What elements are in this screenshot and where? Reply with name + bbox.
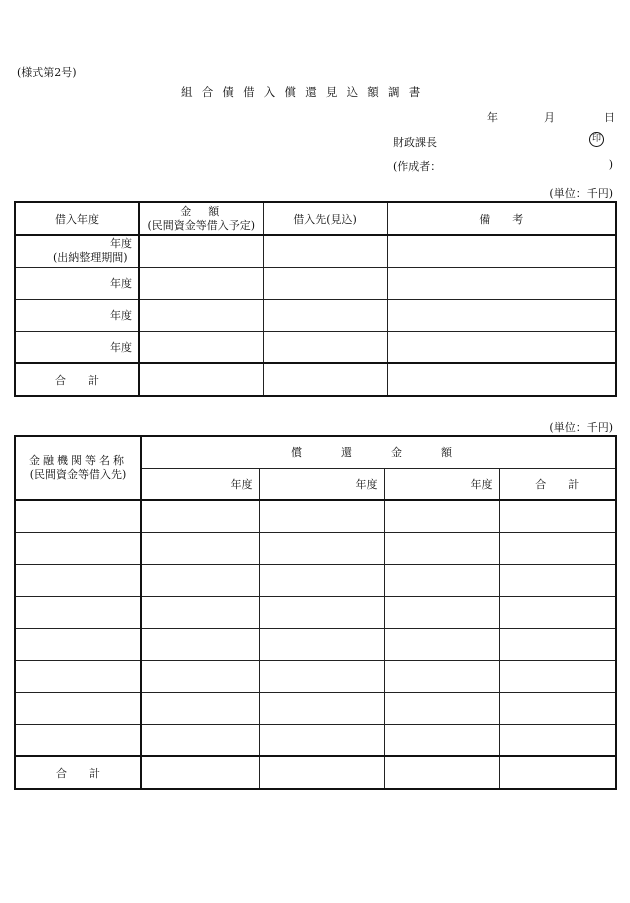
header-institution <box>15 436 141 500</box>
year2-cell[interactable] <box>259 500 384 532</box>
year3-cell[interactable] <box>384 596 499 628</box>
year2-cell[interactable] <box>259 724 384 756</box>
institution-cell[interactable] <box>15 564 141 596</box>
remarks-cell[interactable] <box>387 235 616 267</box>
year1-cell[interactable] <box>141 500 259 532</box>
amount-cell[interactable] <box>139 331 263 363</box>
sum-cell[interactable] <box>499 500 616 532</box>
seal-mark: 印 <box>589 132 604 147</box>
year3-cell[interactable] <box>384 532 499 564</box>
table-row <box>15 331 616 363</box>
creator-field <box>393 158 613 174</box>
header-repayment-label: 償 還 金 額 <box>291 446 466 460</box>
header-amount-sub: (民間資金等借入予定) <box>147 218 256 232</box>
lender-cell[interactable] <box>263 299 387 331</box>
form-number: (様式第2号) <box>17 66 77 79</box>
year-cell: 年度 <box>15 299 139 331</box>
year3-cell[interactable] <box>384 564 499 596</box>
year2-cell[interactable] <box>259 692 384 724</box>
sum-cell[interactable] <box>499 596 616 628</box>
date-day-label: 日 <box>604 111 615 124</box>
total-year3-cell[interactable] <box>384 756 499 789</box>
year1-cell[interactable] <box>141 660 259 692</box>
subheader-year-2: 年度 <box>259 468 384 500</box>
lender-cell[interactable] <box>263 235 387 267</box>
table2-body <box>15 500 616 756</box>
year2-cell[interactable] <box>259 596 384 628</box>
year3-cell[interactable] <box>384 628 499 660</box>
header-lender: 借入先(見込) <box>263 202 387 235</box>
date-year-label: 年 <box>487 111 498 124</box>
amount-cell[interactable] <box>139 235 263 267</box>
total-year2-cell[interactable] <box>259 756 384 789</box>
table2-header-row <box>15 436 616 468</box>
sum-cell[interactable] <box>499 564 616 596</box>
page-title: 組合債借入償還見込額調書 <box>181 85 430 99</box>
total-remarks-cell[interactable] <box>387 363 616 396</box>
header-amount-main: 金 額 <box>180 204 223 218</box>
total-label: 合 計 <box>15 756 141 789</box>
institution-cell[interactable] <box>15 596 141 628</box>
unit-label-2: (単位：千円) <box>549 421 613 434</box>
total-lender-cell[interactable] <box>263 363 387 396</box>
amount-cell[interactable] <box>139 299 263 331</box>
unit-label-1: (単位：千円) <box>549 187 613 200</box>
sum-cell[interactable] <box>499 628 616 660</box>
borrowing-table <box>14 201 617 397</box>
lender-cell[interactable] <box>263 267 387 299</box>
institution-cell[interactable] <box>15 660 141 692</box>
year1-cell[interactable] <box>141 532 259 564</box>
year2-cell[interactable] <box>259 628 384 660</box>
creator-label: (作成者： <box>393 160 442 173</box>
table-row <box>15 596 616 628</box>
year-cell: 年度 <box>15 331 139 363</box>
remarks-cell[interactable] <box>387 267 616 299</box>
total-amount-cell[interactable] <box>139 363 263 396</box>
total-year1-cell[interactable] <box>141 756 259 789</box>
year1-cell[interactable] <box>141 692 259 724</box>
year3-cell[interactable] <box>384 692 499 724</box>
subheader-year-1: 年度 <box>141 468 259 500</box>
table-row <box>15 500 616 532</box>
year3-cell[interactable] <box>384 660 499 692</box>
amount-cell[interactable] <box>139 267 263 299</box>
year3-cell[interactable] <box>384 500 499 532</box>
year-label: 年度 <box>110 237 132 251</box>
year2-cell[interactable] <box>259 532 384 564</box>
table-row <box>15 564 616 596</box>
lender-cell[interactable] <box>263 331 387 363</box>
subheader-year-3: 年度 <box>384 468 499 500</box>
institution-cell[interactable] <box>15 500 141 532</box>
year-cell <box>15 235 139 267</box>
header-borrow-year: 借入年度 <box>15 202 139 235</box>
institution-cell[interactable] <box>15 532 141 564</box>
table-row <box>15 660 616 692</box>
table-row <box>15 235 616 267</box>
sum-cell[interactable] <box>499 532 616 564</box>
year2-cell[interactable] <box>259 660 384 692</box>
remarks-cell[interactable] <box>387 299 616 331</box>
table-row <box>15 267 616 299</box>
header-repayment-amount <box>141 436 616 468</box>
year1-cell[interactable] <box>141 724 259 756</box>
year1-cell[interactable] <box>141 596 259 628</box>
header-remarks: 備 考 <box>387 202 616 235</box>
total-row <box>15 363 616 396</box>
subheader-total: 合 計 <box>499 468 616 500</box>
total-row <box>15 756 616 789</box>
sum-cell[interactable] <box>499 692 616 724</box>
year1-cell[interactable] <box>141 564 259 596</box>
header-amount <box>139 202 263 235</box>
total-sum-cell[interactable] <box>499 756 616 789</box>
header-institution-sub: (民間資金等借入先) <box>29 468 127 481</box>
year2-cell[interactable] <box>259 564 384 596</box>
table-row <box>15 628 616 660</box>
table-row <box>15 532 616 564</box>
year1-cell[interactable] <box>141 628 259 660</box>
year-cell: 年度 <box>15 267 139 299</box>
institution-cell[interactable] <box>15 692 141 724</box>
table-row <box>15 724 616 756</box>
institution-cell[interactable] <box>15 724 141 756</box>
date-month-label: 月 <box>544 111 555 124</box>
total-label: 合 計 <box>15 363 139 396</box>
sum-cell[interactable] <box>499 660 616 692</box>
table1-header-row <box>15 202 616 235</box>
table-row <box>15 692 616 724</box>
creator-close-paren: ) <box>608 158 613 171</box>
section-chief-label: 財政課長 <box>393 136 437 149</box>
year3-cell[interactable] <box>384 724 499 756</box>
institution-cell[interactable] <box>15 628 141 660</box>
header-institution-main: 金融機関等名称 <box>29 454 127 467</box>
remarks-cell[interactable] <box>387 331 616 363</box>
settlement-period-label: (出納整理期間) <box>53 251 128 265</box>
table-row <box>15 299 616 331</box>
repayment-table <box>14 435 617 790</box>
sum-cell[interactable] <box>499 724 616 756</box>
